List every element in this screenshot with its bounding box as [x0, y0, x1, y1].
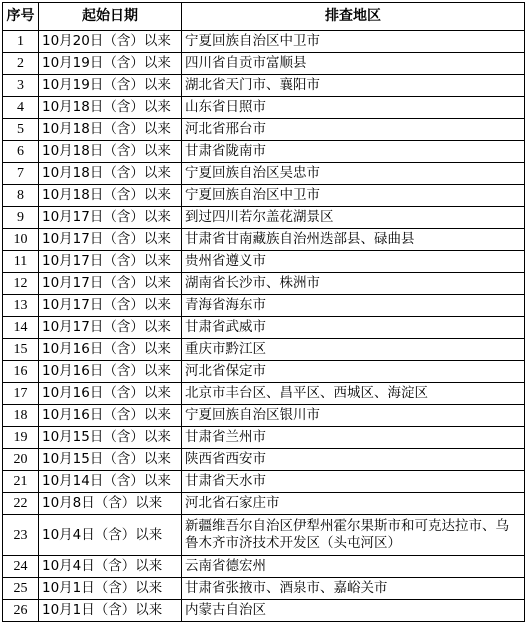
area-cell: 湖南省长沙市、株洲市	[182, 273, 525, 295]
table-row	[3, 75, 525, 97]
area-cell: 到过四川若尔盖花湖景区	[182, 207, 525, 229]
area-cell: 重庆市黔江区	[182, 339, 525, 361]
area-cell: 甘肃省甘南藏族自治州迭部县、碌曲县	[182, 229, 525, 251]
area-cell: 宁夏回族自治区银川市	[182, 405, 525, 427]
table-row	[3, 119, 525, 141]
start-date-cell: 10月18日（含）以来	[39, 141, 182, 163]
start-date-cell: 10月17日（含）以来	[39, 251, 182, 273]
start-date-cell: 10月20日（含）以来	[39, 31, 182, 53]
serial-number-cell: 22	[3, 493, 39, 515]
serial-number-cell: 20	[3, 449, 39, 471]
table-row	[3, 339, 525, 361]
start-date-cell: 10月17日（含）以来	[39, 295, 182, 317]
table-row	[3, 163, 525, 185]
area-cell: 内蒙古自治区	[182, 600, 525, 622]
table-row	[3, 295, 525, 317]
serial-number-cell: 3	[3, 75, 39, 97]
area-cell: 青海省海东市	[182, 295, 525, 317]
serial-number-cell: 1	[3, 31, 39, 53]
table-header-row	[3, 3, 525, 31]
serial-number-cell: 11	[3, 251, 39, 273]
start-date-cell: 10月1日（含）以来	[39, 578, 182, 600]
table-row	[3, 383, 525, 405]
start-date-cell: 10月1日（含）以来	[39, 600, 182, 622]
table-row	[3, 600, 525, 622]
area-cell: 宁夏回族自治区吴忠市	[182, 163, 525, 185]
start-date-cell: 10月18日（含）以来	[39, 97, 182, 119]
area-cell: 甘肃省陇南市	[182, 141, 525, 163]
serial-number-cell: 24	[3, 556, 39, 578]
start-date-cell: 10月17日（含）以来	[39, 229, 182, 251]
serial-number-cell: 16	[3, 361, 39, 383]
table-row	[3, 31, 525, 53]
area-cell: 陕西省西安市	[182, 449, 525, 471]
area-cell: 四川省自贡市富顺县	[182, 53, 525, 75]
area-cell: 河北省保定市	[182, 361, 525, 383]
serial-number-cell: 9	[3, 207, 39, 229]
header-serial-number: 序号	[3, 3, 39, 31]
table-row	[3, 97, 525, 119]
start-date-cell: 10月18日（含）以来	[39, 119, 182, 141]
start-date-cell: 10月16日（含）以来	[39, 361, 182, 383]
serial-number-cell: 7	[3, 163, 39, 185]
table-row	[3, 317, 525, 339]
document-page	[0, 2, 526, 618]
start-date-cell: 10月18日（含）以来	[39, 163, 182, 185]
table-row	[3, 471, 525, 493]
table-row	[3, 229, 525, 251]
area-cell: 山东省日照市	[182, 97, 525, 119]
table-body	[3, 31, 525, 622]
table-row	[3, 515, 525, 556]
table-row	[3, 53, 525, 75]
serial-number-cell: 25	[3, 578, 39, 600]
serial-number-cell: 14	[3, 317, 39, 339]
header-start-date: 起始日期	[39, 3, 182, 31]
area-cell: 云南省德宏州	[182, 556, 525, 578]
table-row	[3, 251, 525, 273]
start-date-cell: 10月4日（含）以来	[39, 556, 182, 578]
table-row	[3, 427, 525, 449]
area-cell: 湖北省天门市、襄阳市	[182, 75, 525, 97]
table-row	[3, 493, 525, 515]
table-row	[3, 361, 525, 383]
table-row	[3, 405, 525, 427]
serial-number-cell: 10	[3, 229, 39, 251]
start-date-cell: 10月17日（含）以来	[39, 273, 182, 295]
serial-number-cell: 15	[3, 339, 39, 361]
serial-number-cell: 26	[3, 600, 39, 622]
table-row	[3, 141, 525, 163]
start-date-cell: 10月16日（含）以来	[39, 383, 182, 405]
serial-number-cell: 18	[3, 405, 39, 427]
serial-number-cell: 17	[3, 383, 39, 405]
start-date-cell: 10月17日（含）以来	[39, 207, 182, 229]
area-cell: 甘肃省武威市	[182, 317, 525, 339]
header-investigation-area: 排查地区	[182, 3, 525, 31]
table-row	[3, 449, 525, 471]
area-cell: 甘肃省兰州市	[182, 427, 525, 449]
serial-number-cell: 23	[3, 515, 39, 556]
serial-number-cell: 13	[3, 295, 39, 317]
start-date-cell: 10月16日（含）以来	[39, 405, 182, 427]
serial-number-cell: 21	[3, 471, 39, 493]
serial-number-cell: 12	[3, 273, 39, 295]
start-date-cell: 10月18日（含）以来	[39, 185, 182, 207]
serial-number-cell: 4	[3, 97, 39, 119]
serial-number-cell: 19	[3, 427, 39, 449]
area-cell: 甘肃省张掖市、酒泉市、嘉峪关市	[182, 578, 525, 600]
investigation-areas-table	[2, 2, 525, 622]
area-cell: 甘肃省天水市	[182, 471, 525, 493]
start-date-cell: 10月14日（含）以来	[39, 471, 182, 493]
serial-number-cell: 6	[3, 141, 39, 163]
table-row	[3, 273, 525, 295]
start-date-cell: 10月17日（含）以来	[39, 317, 182, 339]
serial-number-cell: 2	[3, 53, 39, 75]
start-date-cell: 10月15日（含）以来	[39, 427, 182, 449]
area-cell: 宁夏回族自治区中卫市	[182, 31, 525, 53]
start-date-cell: 10月4日（含）以来	[39, 515, 182, 556]
start-date-cell: 10月8日（含）以来	[39, 493, 182, 515]
area-cell: 宁夏回族自治区中卫市	[182, 185, 525, 207]
table-row	[3, 207, 525, 229]
table-row	[3, 185, 525, 207]
start-date-cell: 10月19日（含）以来	[39, 53, 182, 75]
area-cell: 贵州省遵义市	[182, 251, 525, 273]
serial-number-cell: 8	[3, 185, 39, 207]
area-cell: 北京市丰台区、昌平区、西城区、海淀区	[182, 383, 525, 405]
table-row	[3, 578, 525, 600]
start-date-cell: 10月16日（含）以来	[39, 339, 182, 361]
start-date-cell: 10月19日（含）以来	[39, 75, 182, 97]
start-date-cell: 10月15日（含）以来	[39, 449, 182, 471]
area-cell: 新疆维吾尔自治区伊犁州霍尔果斯市和可克达拉市、乌鲁木齐市济技术开发区（头屯河区）	[182, 515, 525, 556]
table-row	[3, 556, 525, 578]
area-cell: 河北省石家庄市	[182, 493, 525, 515]
serial-number-cell: 5	[3, 119, 39, 141]
area-cell: 河北省邢台市	[182, 119, 525, 141]
